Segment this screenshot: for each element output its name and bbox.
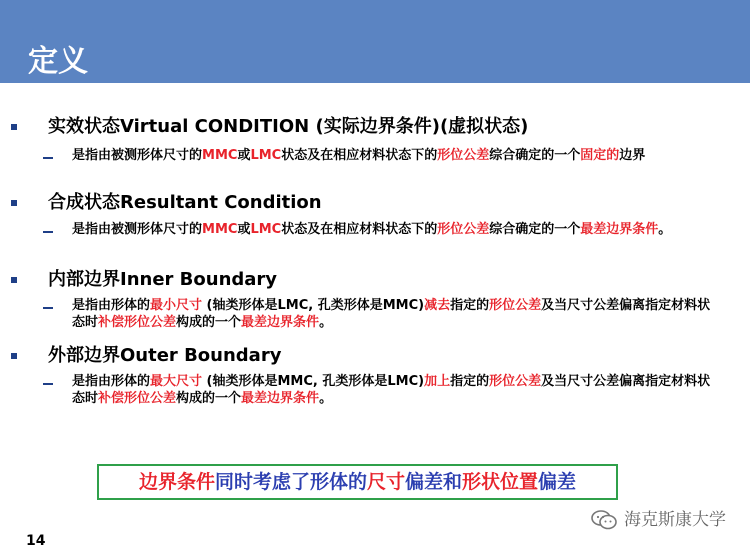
- text-run: 补偿形位公差: [98, 315, 177, 330]
- text-run: 减去: [424, 298, 451, 313]
- text-run: (轴类形体是MMC, 孔类形体是LMC): [202, 374, 425, 389]
- item-title: 合成状态Resultant Condition: [48, 192, 322, 213]
- text-run: 构成的一个: [176, 315, 242, 330]
- text-run: LMC: [250, 148, 282, 163]
- text-run: 最差边界条件: [580, 222, 659, 237]
- text-run: MMC: [202, 222, 238, 237]
- text-run: 综合确定的一个: [489, 148, 581, 163]
- dash-bullet-icon: [43, 157, 53, 159]
- text-run: 或: [237, 148, 251, 163]
- text-run: 是指由被测形体尺寸的: [72, 148, 203, 163]
- square-bullet-icon: [11, 277, 17, 283]
- page-number: 14: [26, 533, 46, 549]
- square-bullet-icon: [11, 124, 17, 130]
- text-run: 状态及在相应材料状态下的: [281, 222, 438, 237]
- text-run: 及当尺寸公差偏离指定材料状态时: [72, 374, 711, 406]
- summary-callout: [97, 464, 618, 500]
- text-run: 尺寸: [366, 471, 405, 493]
- text-run: 是指由形体的: [72, 374, 151, 389]
- text-run: LMC: [250, 222, 282, 237]
- text-run: MMC: [202, 148, 238, 163]
- text-run: 是指由被测形体尺寸的: [72, 222, 203, 237]
- dash-bullet-icon: [43, 307, 53, 309]
- text-run: 及当尺寸公差偏离指定材料状态时: [72, 298, 711, 330]
- text-run: 形位公差: [437, 148, 490, 163]
- item-description: [72, 297, 712, 331]
- text-run: 形位公差: [437, 222, 490, 237]
- text-run: 形位公差: [489, 298, 542, 313]
- text-run: 。: [658, 222, 672, 237]
- item-title: 内部边界Inner Boundary: [48, 269, 278, 290]
- text-run: 边界条件: [138, 471, 215, 493]
- item-description: [72, 373, 712, 407]
- text-run: 。: [319, 315, 333, 330]
- text-run: 构成的一个: [176, 391, 242, 406]
- item-title: 外部边界Outer Boundary: [48, 345, 282, 366]
- text-run: 最差边界条件: [241, 315, 320, 330]
- text-run: 同时考虑了形体的: [214, 471, 367, 493]
- text-run: 固定的: [580, 148, 620, 163]
- page-title: 定义: [28, 44, 88, 79]
- dash-bullet-icon: [43, 383, 53, 385]
- text-run: 指定的: [450, 298, 490, 313]
- text-run: 边界: [619, 148, 646, 163]
- text-run: 。: [319, 391, 333, 406]
- text-run: 指定的: [450, 374, 490, 389]
- text-run: 状态及在相应材料状态下的: [281, 148, 438, 163]
- dash-bullet-icon: [43, 231, 53, 233]
- text-run: 形状位置: [462, 471, 539, 493]
- item-title: 实效状态Virtual CONDITION (实际边界条件)(虚拟状态): [48, 116, 529, 137]
- text-run: 最小尺寸: [150, 298, 203, 313]
- watermark-text: 海克斯康大学: [624, 510, 726, 530]
- text-run: 加上: [424, 374, 451, 389]
- watermark: [590, 507, 740, 533]
- text-run: 是指由形体的: [72, 298, 151, 313]
- text-run: 综合确定的一个: [489, 222, 581, 237]
- square-bullet-icon: [11, 353, 17, 359]
- text-run: 或: [237, 222, 251, 237]
- text-run: 最大尺寸: [150, 374, 203, 389]
- text-run: 最差边界条件: [241, 391, 320, 406]
- text-run: 形位公差: [489, 374, 542, 389]
- item-description: [72, 221, 712, 238]
- wechat-icon: [590, 509, 618, 531]
- text-run: 偏差: [538, 471, 577, 493]
- item-description: [72, 147, 712, 164]
- text-run: 偏差和: [405, 471, 463, 493]
- text-run: (轴类形体是LMC, 孔类形体是MMC): [202, 298, 425, 313]
- square-bullet-icon: [11, 200, 17, 206]
- text-run: 补偿形位公差: [98, 391, 177, 406]
